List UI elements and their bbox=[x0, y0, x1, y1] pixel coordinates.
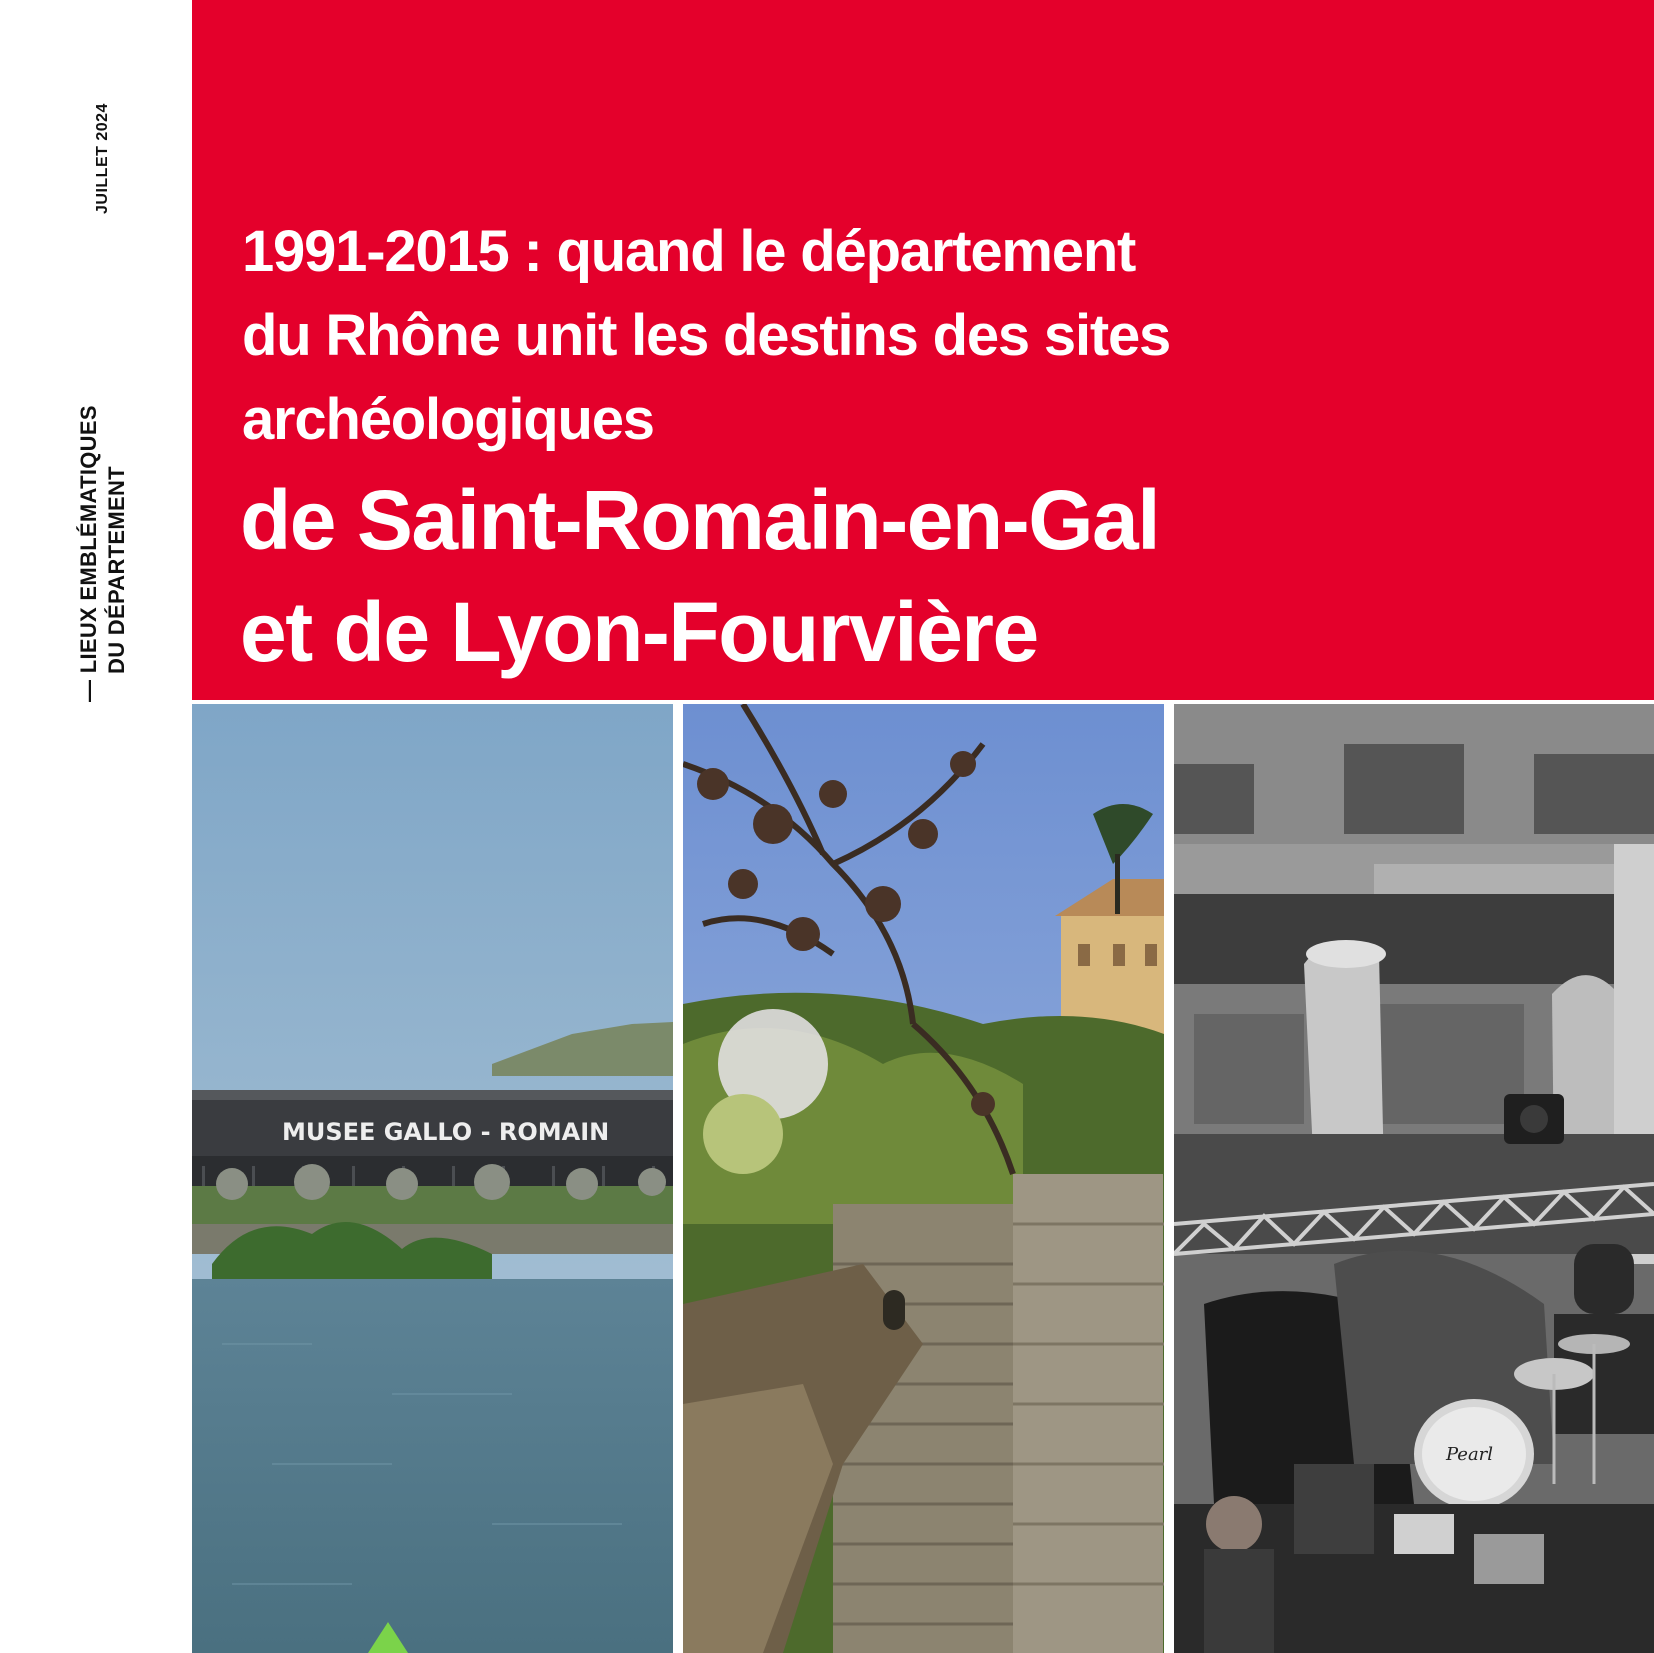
subtitle-line: du Rhône unit les destins des sites bbox=[242, 303, 1171, 368]
subtitle-line: 1991-2015 : quand le département bbox=[242, 219, 1136, 284]
title-banner bbox=[192, 0, 1654, 700]
publication-date: JUILLET 2024 bbox=[94, 103, 111, 214]
title-line: de Saint-Romain-en-Gal bbox=[240, 473, 1160, 567]
museum-sign: MUSEE GALLO - ROMAIN bbox=[282, 1118, 610, 1146]
photo-museum-river bbox=[192, 704, 673, 1653]
series-label-line1: — LIEUX EMBLÉMATIQUES bbox=[76, 405, 101, 702]
subtitle-line: archéologiques bbox=[242, 387, 654, 452]
drum-brand-logo: Pearl bbox=[1446, 1444, 1494, 1465]
photo-roman-theatre bbox=[683, 704, 1164, 1653]
photo-concert-ruins bbox=[1174, 704, 1654, 1653]
series-label-line2: DU DÉPARTEMENT bbox=[104, 466, 129, 674]
title-line: et de Lyon-Fourvière bbox=[240, 585, 1038, 679]
subtitle bbox=[242, 210, 1442, 462]
page-title bbox=[240, 464, 1620, 688]
sidebar bbox=[0, 0, 192, 1653]
photo-strip bbox=[192, 704, 1654, 1653]
